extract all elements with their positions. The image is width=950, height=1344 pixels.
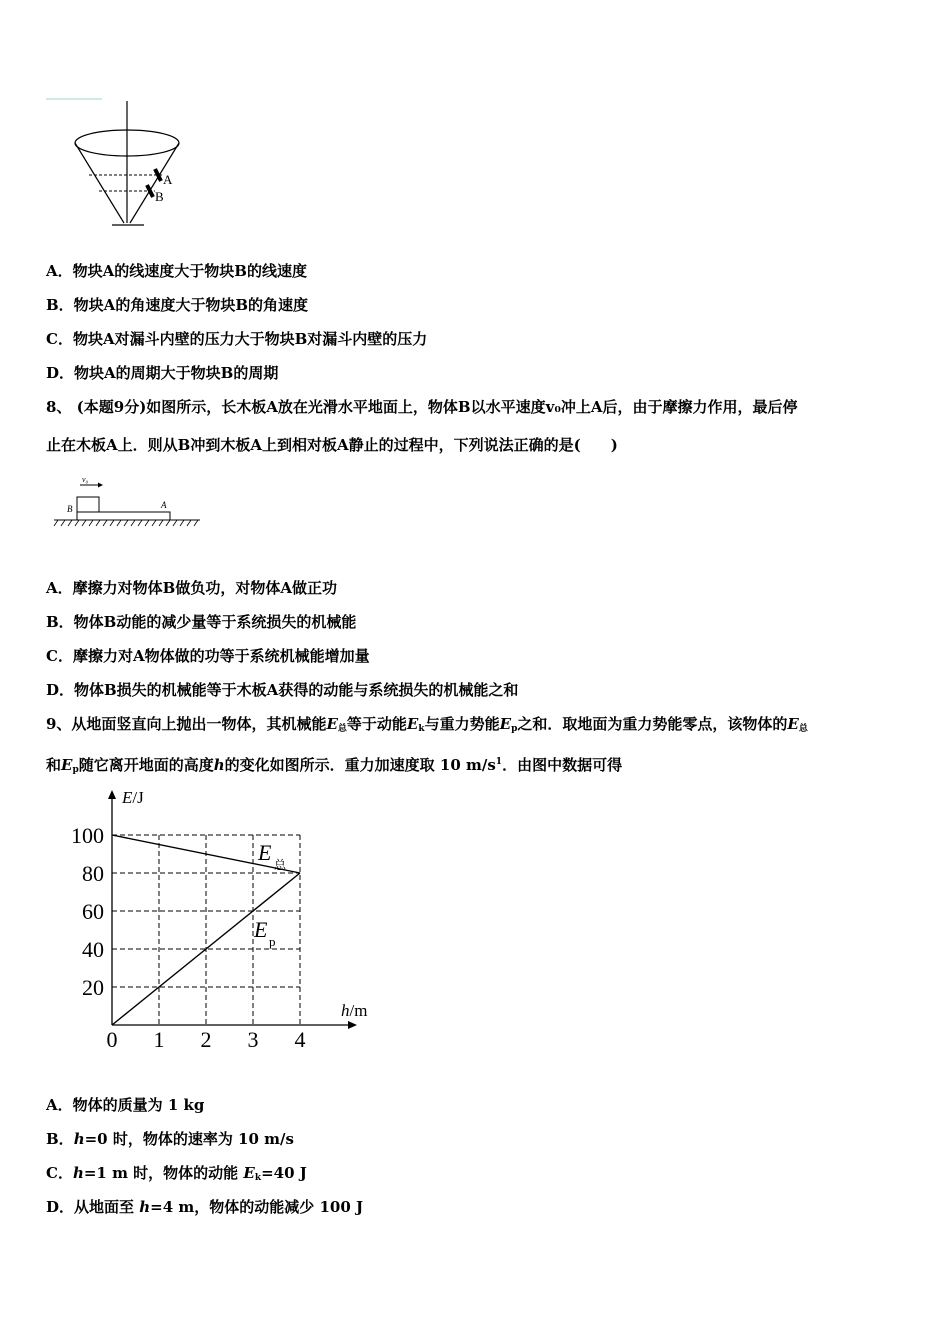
q8-stem-line1: 8、 (本题9分)如图所示，长木板A放在光滑水平地面上，物体B以水平速度v₀冲上A后，由于摩擦力作用，最后停: [46, 398, 798, 416]
funnel-figure: [40, 95, 190, 230]
q8-option-d: D．物体B损失的机械能等于木板A获得的动能与系统损失的机械能之和: [46, 681, 519, 699]
funnel-svg: [40, 95, 190, 230]
x-tick-label-3: 3: [247, 1027, 259, 1052]
v0-label: v₀: [82, 475, 89, 484]
y-tick-label-100: 100: [71, 823, 104, 848]
q8-option-c: C．摩擦力对A物体做的功等于系统机械能增加量: [46, 647, 370, 665]
y-tick-label-20: 20: [82, 975, 104, 1000]
q9-option-a: A．物体的质量为 1 kg: [46, 1096, 205, 1114]
energy-chart: [60, 785, 380, 1055]
q7-option-c: C．物块A对漏斗内壁的压力大于物块B对漏斗内壁的压力: [46, 330, 428, 348]
series-label-etotal: E: [258, 840, 272, 865]
label-a: A: [161, 500, 167, 510]
q8-option-a: A．摩擦力对物体B做负功，对物体A做正功: [46, 579, 337, 597]
label-b: B: [155, 189, 164, 204]
y-tick-label-80: 80: [82, 861, 104, 886]
q9-stem-line1: 9、从地面竖直向上抛出一物体，其机械能$E_总$等于动能$E_k$与重力势能$E_p$之和．取地面为重力势能零点，该物体的$E_总$: [46, 715, 808, 734]
q7-option-b: B．物块A的角速度大于物块B的角速度: [46, 296, 308, 314]
x-axis-arrow: [348, 1021, 357, 1029]
q9-option-c: C．h=1 m 时，物体的动能 $E_k=40$ J: [46, 1164, 307, 1183]
q8-stem-line2: 止在木板A上．则从B冲到木板A上到相对板A静止的过程中，下列说法正确的是( ): [46, 436, 618, 454]
q7-option-a: A．物块A的线速度大于物块B的线速度: [46, 262, 307, 280]
label-b: B: [67, 504, 73, 514]
board-svg: [50, 472, 205, 532]
y-axis-arrow: [108, 790, 116, 799]
x-tick-label-4: 4: [294, 1027, 306, 1052]
energy-chart-svg: [60, 785, 380, 1055]
series-label-ep-sub: p: [269, 934, 276, 949]
label-a: A: [163, 172, 173, 187]
y-tick-label-60: 60: [82, 899, 104, 924]
funnel-wall-left: [75, 143, 124, 223]
x-axis-label: h/m: [341, 1001, 368, 1020]
series-label-etotal-sub: 总: [274, 858, 287, 872]
block-b: [77, 497, 99, 512]
x-tick-label-2: 2: [200, 1027, 212, 1052]
q9-option-b: B．h=0 时，物体的速率为 10 m/s: [46, 1130, 294, 1148]
q9-option-d: D．从地面至 h=4 m，物体的动能减少 100 J: [46, 1198, 364, 1216]
q9-stem-line2: 和$E_p$随它离开地面的高度h的变化如图所示．重力加速度取 10 $m/s^1$．由图中数据可得: [46, 756, 623, 775]
q7-option-d: D．物块A的周期大于物块B的周期: [46, 364, 279, 382]
y-axis-label: E/J: [122, 788, 144, 807]
x-tick-label-1: 1: [153, 1027, 165, 1052]
board-figure: [50, 472, 205, 532]
ground-hatching: [54, 520, 198, 526]
chart-grid: [112, 835, 300, 1025]
x-tick-label-0: 0: [106, 1027, 118, 1052]
y-tick-label-40: 40: [82, 937, 104, 962]
block-a: [155, 169, 161, 181]
board-a: [77, 512, 170, 520]
q8-option-b: B．物体B动能的减少量等于系统损失的机械能: [46, 613, 357, 631]
series-label-ep: E: [254, 917, 268, 942]
velocity-arrowhead: [98, 483, 103, 488]
